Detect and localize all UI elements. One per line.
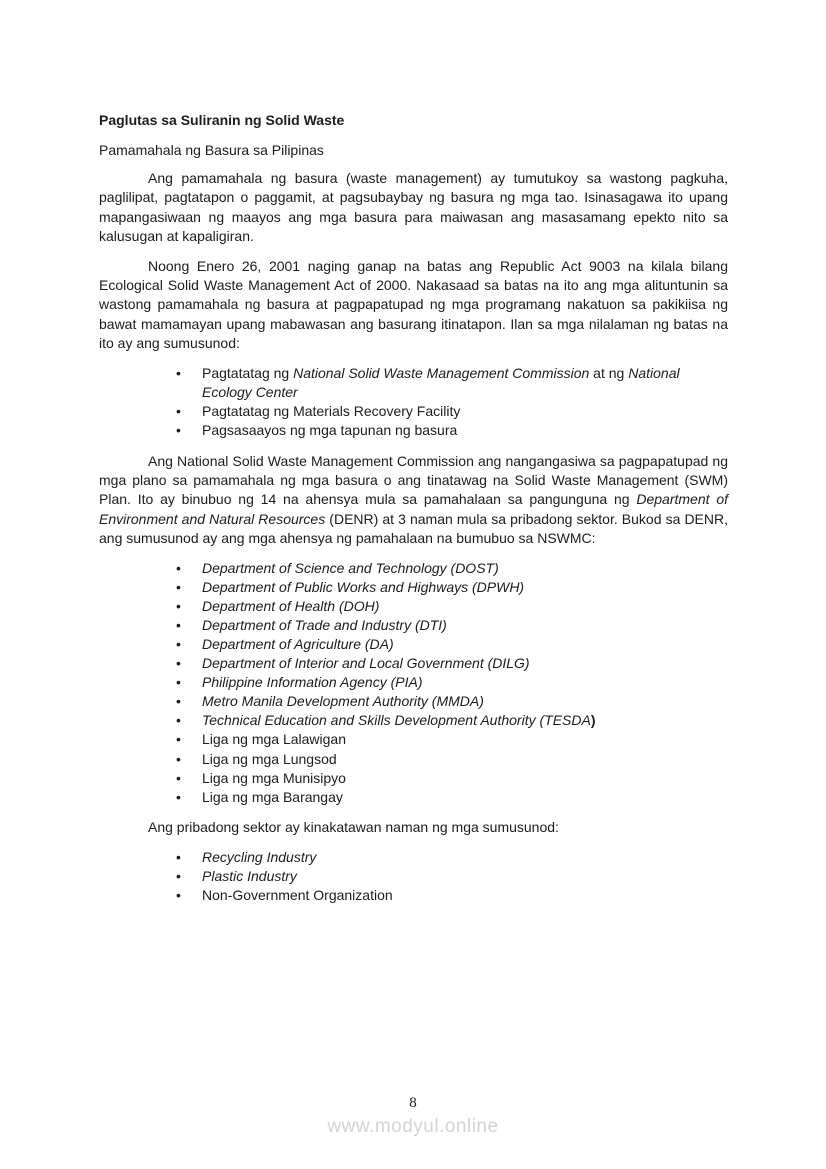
- list-item: • Liga ng mga Lalawigan: [202, 730, 728, 749]
- list-item: • Department of Agriculture (DA): [202, 635, 728, 654]
- bullet-list-government-agencies: [99, 559, 728, 807]
- list-item: • Pagsasaayos ng mga tapunan ng basura: [202, 421, 728, 440]
- list-item: • Liga ng mga Lungsod: [202, 750, 728, 769]
- paragraph-nswmc: Ang National Solid Waste Management Commission ang nangangasiwa sa pagpapatupad ng mga plano sa pamamahala ng mga basura o ang tinatawag na Solid Waste Management (SWM) Plan. Ito ay binubuo ng 14 na ahensya mula sa pamahalaan sa pangunguna ng Department of Environment and Natural Resources (DENR) at 3 naman mula sa pribadong sektor. Bukod sa DENR, ang sumusunod ay ang mga ahensya ng pamahalaan na bumubuo sa NSWMC:: [99, 452, 728, 546]
- list-item: • Plastic Industry: [202, 867, 728, 886]
- list-item: • Metro Manila Development Authority (MMDA): [202, 692, 728, 711]
- watermark: www.modyul.online: [327, 1116, 499, 1137]
- section-heading: Paglutas sa Suliranin ng Solid Waste: [99, 112, 345, 128]
- list-item: • Department of Trade and Industry (DTI): [202, 616, 728, 635]
- list-item: • Pagtatatag ng National Solid Waste Management Commission at ng National Ecology Center: [202, 364, 728, 402]
- list-item: • Pagtatatag ng Materials Recovery Facility: [202, 402, 728, 421]
- list-item: • Department of Public Works and Highways (DPWH): [202, 578, 728, 597]
- list-item: • Liga ng mga Barangay: [202, 788, 728, 807]
- list-item: • Department of Health (DOH): [202, 597, 728, 616]
- list-item: • Technical Education and Skills Development Authority (TESDA): [202, 711, 728, 730]
- list-item: • Department of Science and Technology (DOST): [202, 559, 728, 578]
- list-item: • Recycling Industry: [202, 848, 728, 867]
- section-subheading: Pamamahala ng Basura sa Pilipinas: [99, 141, 324, 158]
- list-item: • Liga ng mga Munisipyo: [202, 769, 728, 788]
- paragraph-pribadong-sektor: Ang pribadong sektor ay kinakatawan naman ng mga sumusunod:: [148, 819, 559, 836]
- bullet-list-batas-nilalaman: [99, 364, 728, 440]
- page-number: 8: [409, 1095, 417, 1111]
- list-item: • Department of Interior and Local Government (DILG): [202, 654, 728, 673]
- list-item: • Non-Government Organization: [202, 886, 728, 905]
- list-item: • Philippine Information Agency (PIA): [202, 673, 728, 692]
- paragraph-waste-management: Ang pamamahala ng basura (waste management) ay tumutukoy sa wastong pagkuha, paglilipat, pagtatapon o paggamit, at pagsubaybay ng basura ng mga tao. Isinasagawa ito upang mapangasiwaan ng maayos ang mga basura para maiwasan ang masasamang epekto nito sa kalusugan at kapaligiran.: [99, 170, 728, 244]
- document-content: [99, 111, 728, 917]
- bullet-list-private-sector: [99, 848, 728, 905]
- paragraph-republic-act-9003: Noong Enero 26, 2001 naging ganap na batas ang Republic Act 9003 na kilala bilang Ecological Solid Waste Management Act of 2000. Nakasaad sa batas na ito ang mga alituntunin sa wastong pamamahala ng basura at pagpapatupad ng mga programang nakatuon sa pakikiisa ng bawat mamamayan upang mabawasan ang basurang itinatapon. Ilan sa mga nilalaman ng batas na ito ay ang sumusunod:: [99, 257, 728, 351]
